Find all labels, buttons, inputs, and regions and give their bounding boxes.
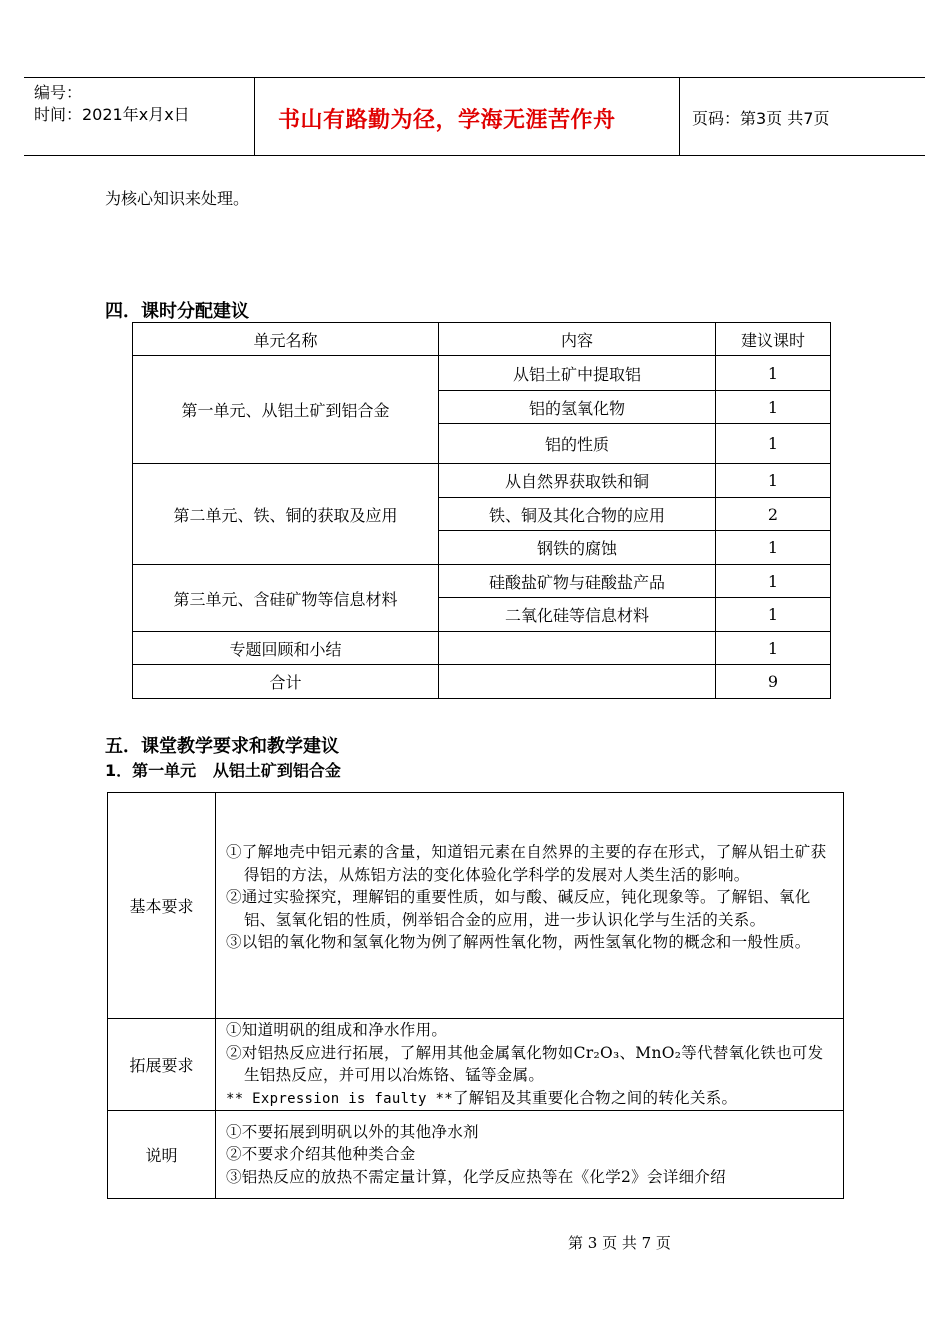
col-header-unit: 单元名称 bbox=[133, 323, 439, 356]
header-divider-right bbox=[679, 77, 680, 155]
header-bottom-rule bbox=[24, 155, 925, 156]
note-item-2: ②不要求介绍其他种类合金 bbox=[226, 1145, 416, 1164]
basic-item-1: ①了解地壳中铝元素的含量，知道铝元素在自然界的主要的存在形式，了解从铝土矿获得铝的方法，从炼铝方法的变化体验化学科学的发展对人类生活的影响。 bbox=[226, 843, 827, 884]
intro-text: 为核心知识来处理。 bbox=[105, 189, 250, 208]
unit1-content-2: 铝的氢氧化物 bbox=[439, 391, 716, 424]
unit2-content-3: 钢铁的腐蚀 bbox=[439, 531, 716, 565]
expression-error-text: ** Expression is faulty ** bbox=[226, 1090, 453, 1107]
col-header-hours: 建议课时 bbox=[716, 323, 831, 356]
col-header-content: 内容 bbox=[439, 323, 716, 356]
unit2-name: 第二单元、铁、铜的获取及应用 bbox=[133, 464, 439, 565]
section5-subtitle: 1．第一单元 从铝土矿到铝合金 bbox=[105, 761, 341, 780]
header-divider-left bbox=[254, 77, 255, 155]
unit3-name: 第三单元、含硅矿物等信息材料 bbox=[133, 565, 439, 632]
review-name: 专题回顾和小结 bbox=[133, 632, 439, 665]
table-row bbox=[108, 1111, 844, 1199]
table-row bbox=[133, 632, 831, 665]
section5-title: 五．课堂教学要求和教学建议 bbox=[105, 736, 339, 757]
unit3-hours-1: 1 bbox=[716, 565, 831, 598]
header-motto: 书山有路勤为径，学海无涯苦作舟 bbox=[278, 108, 616, 133]
extend-item-2: ②对铝热反应进行拓展，了解用其他金属氧化物如Cr₂O₃、MnO₂等代替氧化铁也可发生铝热反应，并可用以冶炼铬、锰等金属。 bbox=[226, 1043, 824, 1084]
unit3-content-2: 二氧化硅等信息材料 bbox=[439, 598, 716, 632]
table-row bbox=[133, 464, 831, 498]
basic-item-2: ②通过实验探究，理解铝的重要性质，如与酸、碱反应，钝化现象等。了解铝、氧化铝、氢氧化铝的性质，例举铝合金的应用，进一步认识化学与生活的关系。 bbox=[226, 888, 811, 929]
section4-title: 四．课时分配建议 bbox=[105, 301, 249, 322]
total-name: 合计 bbox=[133, 665, 439, 699]
unit1-hours-2: 1 bbox=[716, 391, 831, 424]
header-top-rule bbox=[24, 77, 925, 78]
table-header-row bbox=[133, 323, 831, 356]
table-row bbox=[108, 793, 844, 1019]
class-hour-table bbox=[132, 322, 831, 699]
table-row bbox=[133, 565, 831, 598]
unit1-hours-1: 1 bbox=[716, 356, 831, 391]
unit3-hours-2: 1 bbox=[716, 598, 831, 632]
unit2-hours-2: 2 bbox=[716, 498, 831, 531]
total-content bbox=[439, 665, 716, 699]
extend-item-3-text: 了解铝及其重要化合物之间的转化关系。 bbox=[452, 1088, 738, 1107]
unit2-content-2: 铁、铜及其化合物的应用 bbox=[439, 498, 716, 531]
note-item-1: ①不要拓展到明矾以外的其他净水剂 bbox=[226, 1122, 479, 1141]
notes-label: 说明 bbox=[108, 1111, 216, 1199]
review-hours: 1 bbox=[716, 632, 831, 665]
extend-item-3 bbox=[226, 1087, 835, 1111]
unit2-content-1: 从自然界获取铁和铜 bbox=[439, 464, 716, 498]
table-row bbox=[133, 665, 831, 699]
extended-requirements-content bbox=[216, 1019, 844, 1111]
review-content bbox=[439, 632, 716, 665]
unit2-hours-3: 1 bbox=[716, 531, 831, 565]
teaching-requirements-table bbox=[107, 792, 844, 1199]
notes-content bbox=[216, 1111, 844, 1199]
table-row bbox=[108, 1019, 844, 1111]
doc-number-label: 编号： bbox=[34, 83, 83, 102]
page-footer: 第 3 页 共 7 页 bbox=[568, 1234, 671, 1252]
extended-requirements-label: 拓展要求 bbox=[108, 1019, 216, 1111]
unit1-content-3: 铝的性质 bbox=[439, 424, 716, 464]
unit1-hours-3: 1 bbox=[716, 424, 831, 464]
doc-time-label: 时间：2021年x月x日 bbox=[34, 105, 190, 124]
extend-item-1: ①知道明矾的组成和净水作用。 bbox=[226, 1021, 448, 1039]
table-row bbox=[133, 356, 831, 391]
header-page-info: 页码：第3页 共7页 bbox=[692, 109, 830, 128]
total-hours: 9 bbox=[716, 665, 831, 699]
unit2-hours-1: 1 bbox=[716, 464, 831, 498]
basic-requirements-content bbox=[216, 793, 844, 1019]
basic-item-3: ③以铝的氧化物和氢氧化物为例了解两性氧化物，两性氢氧化物的概念和一般性质。 bbox=[226, 933, 811, 952]
unit3-content-1: 硅酸盐矿物与硅酸盐产品 bbox=[439, 565, 716, 598]
note-item-3: ③铝热反应的放热不需定量计算，化学反应热等在《化学2》会详细介绍 bbox=[226, 1167, 726, 1186]
unit1-name: 第一单元、从铝土矿到铝合金 bbox=[133, 356, 439, 464]
unit1-content-1: 从铝土矿中提取铝 bbox=[439, 356, 716, 391]
basic-requirements-label: 基本要求 bbox=[108, 793, 216, 1019]
